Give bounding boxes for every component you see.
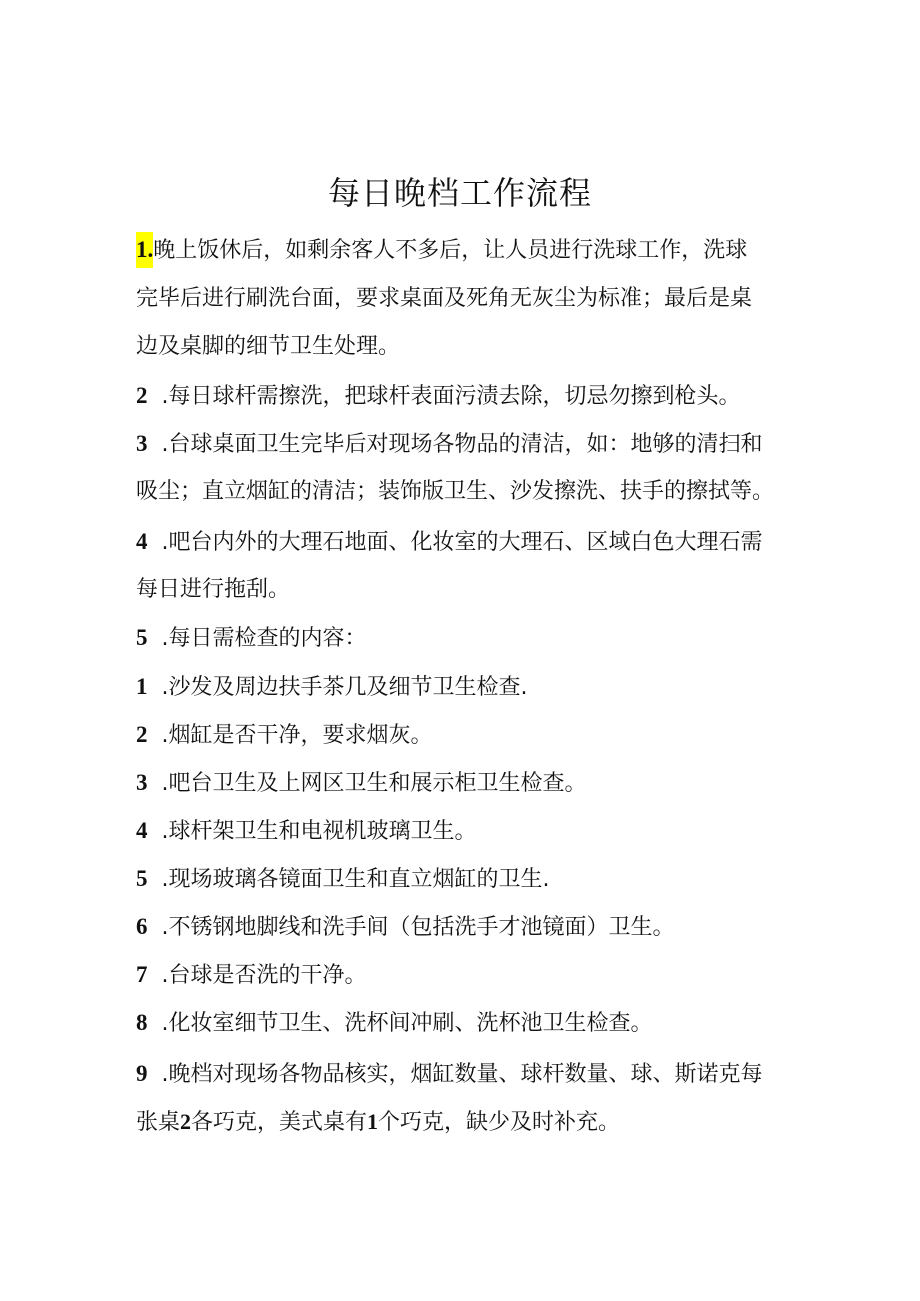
list-item-text: .现场玻璃各镜面卫生和直立烟缸的卫生.: [161, 867, 550, 892]
paragraph-1-line-2: 完毕后进行刷洗台面，要求桌面及死角无灰尘为标准；最后是桌: [136, 286, 753, 311]
list-item-number: 2: [136, 722, 148, 747]
list-item-text: .台球是否洗的干净。: [161, 963, 367, 988]
paragraph-4-number: 4: [136, 529, 148, 554]
list-item-text: .烟缸是否干净，要求烟灰。: [161, 723, 433, 748]
paragraph-9-text-1: .晚档对现场各物品核实，烟缸数量、球杆数量、球、斯诺克每: [161, 1062, 763, 1087]
paragraph-5-number: 5: [136, 625, 148, 650]
paragraph-1: [136, 227, 796, 371]
paragraph-2-text: .每日球杆需擦洗，把球杆表面污渍去除，切忌勿擦到枪头。: [161, 384, 741, 409]
paragraph-1-line-1: [136, 227, 796, 275]
list-item: [136, 663, 796, 711]
paragraph-1-line-3: 边及桌脚的细节卫生处理。: [136, 334, 401, 359]
paragraph-3-text-2: 吸尘；直立烟缸的清洁；装饰版卫生、沙发擦洗、扶手的擦拭等。: [136, 479, 775, 504]
paragraph-9-number: 9: [136, 1061, 148, 1086]
paragraph-3-text-1: .台球桌面卫生完毕后对现场各物品的清洁，如：地够的清扫和: [161, 432, 763, 457]
list-item-number: 3: [136, 770, 148, 795]
list-item: [136, 903, 796, 951]
list-item: [136, 999, 796, 1047]
list-item-number: 5: [136, 866, 148, 891]
list-item-number: 8: [136, 1010, 148, 1035]
check-list: [136, 663, 796, 1047]
paragraph-9: [136, 1050, 796, 1146]
paragraph-9-line-2: 张桌2各巧克，美式桌有1个巧克，缺少及时补充。: [136, 1109, 621, 1135]
list-item-text: .化妆室细节卫生、洗杯间冲刷、洗杯池卫生检查。: [161, 1011, 653, 1036]
paragraph-2: [136, 372, 796, 420]
list-item-number: 7: [136, 962, 148, 987]
list-item: [136, 759, 796, 807]
paragraph-3-number: 3: [136, 431, 148, 456]
list-item: [136, 711, 796, 759]
list-item-text: .不锈钢地脚线和洗手间（包括洗手才池镜面）卫生。: [161, 915, 675, 940]
paragraph-2-number: 2: [136, 383, 148, 408]
list-item-text: .球杆架卫生和电视机玻璃卫生。: [161, 819, 477, 844]
highlighted-number-1: 1.: [136, 232, 153, 268]
paragraph-4: [136, 518, 796, 614]
paragraph-1-text-1: 晚上饭休后，如剩余客人不多后，让人员进行洗球工作，洗球: [153, 238, 748, 263]
paragraph-5: [136, 614, 796, 662]
list-item-number: 6: [136, 914, 148, 939]
paragraph-4-text-1: .吧台内外的大理石地面、化妆室的大理石、区域白色大理石需: [161, 530, 763, 555]
list-item: [136, 807, 796, 855]
list-item-text: .吧台卫生及上网区卫生和展示柜卫生检查。: [161, 771, 587, 796]
paragraph-5-text: .每日需检查的内容：: [161, 626, 367, 651]
list-item: [136, 855, 796, 903]
paragraph-4-text-2: 每日进行拖刮。: [136, 577, 291, 602]
list-item-number: 1: [136, 674, 148, 699]
document-title: 每日晚档工作流程: [327, 174, 592, 212]
list-item-text: .沙发及周边扶手茶几及细节卫生检查.: [161, 675, 528, 700]
list-item-number: 4: [136, 818, 148, 843]
paragraph-3: [136, 420, 796, 516]
list-item: [136, 951, 796, 999]
